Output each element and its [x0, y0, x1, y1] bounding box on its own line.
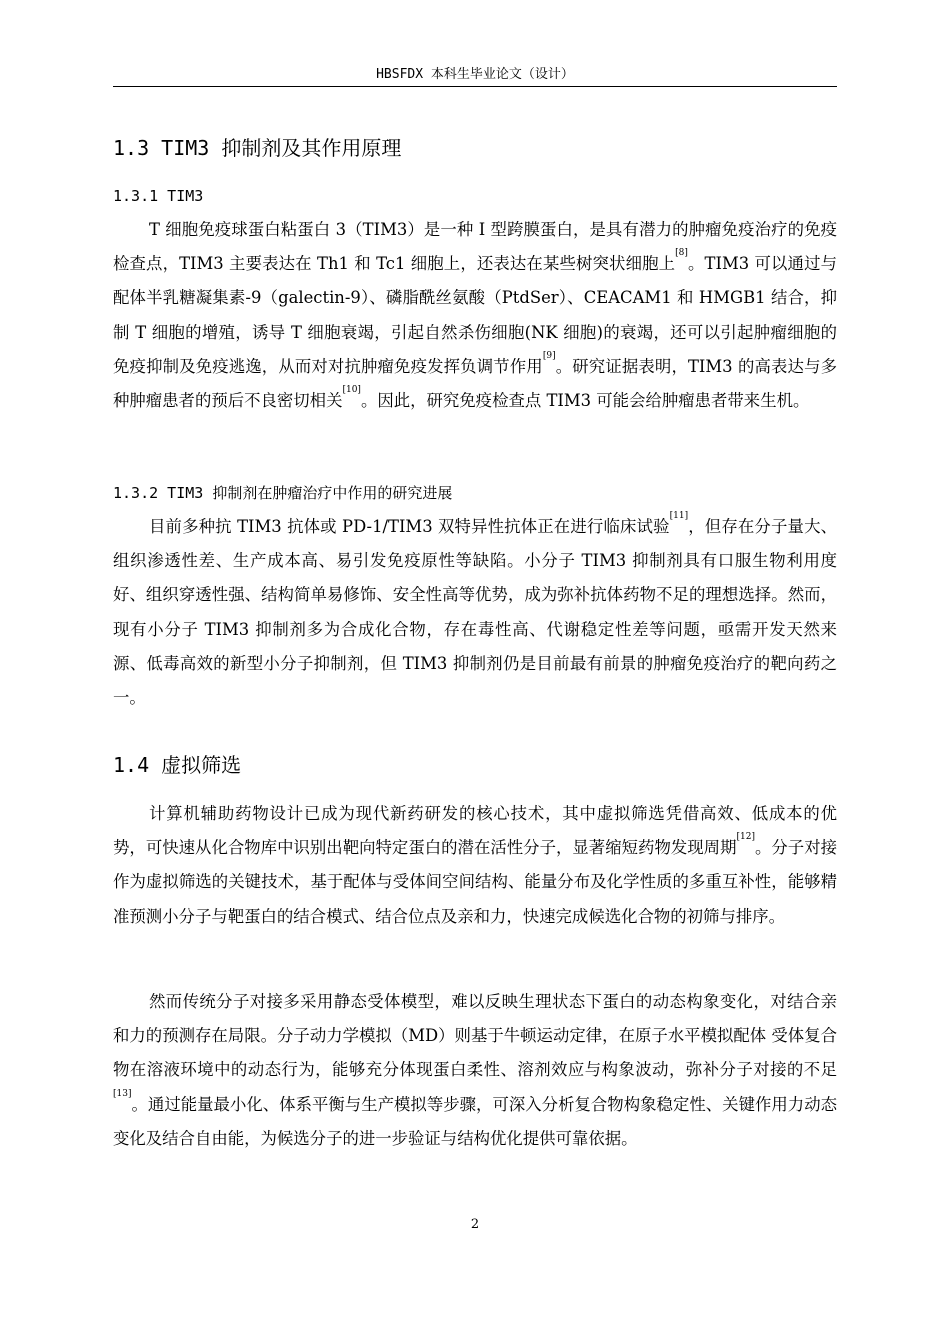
text-run: 。因此，研究免疫检查点 TIM3 可能会给肿瘤患者带来生机。: [360, 391, 810, 411]
citation: [12]: [736, 832, 755, 843]
text-run: 计算机辅助药物设计已成为现代新药研发的核心技术，其中虚拟筛选凭借高效、低成本的优势，可快速从化合物库中识别出靶向特定蛋白的潜在活性分子，显著缩短药物发现周期: [113, 804, 837, 858]
paragraph-1-4-a: [113, 797, 837, 934]
text-run: T 细胞免疫球蛋白粘蛋白 3（TIM3）是一种 I 型跨膜蛋白，是具有潜力的肿瘤免疫治疗的免疫检查点，TIM3 主要表达在 Th1 和 Tc1 细胞上，还表达在某些树突状细胞上: [113, 220, 837, 274]
citation: [11]: [669, 511, 689, 521]
citation: [10]: [342, 385, 361, 396]
text-run: 。通过能量最小化、体系平衡与生产模拟等步骤，可深入分析复合物构象稳定性、关键作用力动态变化及结合自由能，为候选分子的进一步验证与结构优化提供可靠依据。: [113, 1094, 837, 1148]
subsection-heading-1-3-2: 1.3.2 TIM3 抑制剂在肿瘤治疗中作用的研究进展: [113, 484, 453, 502]
citation: [9]: [542, 350, 556, 361]
page-number: 2: [470, 1217, 480, 1232]
paragraph-1-3-1: [113, 213, 837, 418]
text-run: 目前多种抗 TIM3 抗体或 PD-1/TIM3 双特异性抗体正在进行临床试验: [149, 517, 670, 536]
text-run: ，但存在分子量大、组织渗透性差、生产成本高、易引发免疫原性等缺陷。小分子 TIM3 抑制剂具有口服生物利用度好、组织穿透性强、结构简单易修饰、安全性高等优势，成为弥补抗体药物不足的理想选择。然而，现有小分子 TIM3 抑制剂多为合成化合物，存在毒性高、代谢稳定性差等问题，亟需开发天然来源、低毒高效的新型小分子抑制剂，但 TIM3 抑制剂仍是目前最有前景的肿瘤免疫治疗的靶向药之一。: [113, 517, 838, 708]
text-run: 。研究证据表明，TIM3 的高表达与多种肿瘤患者的预后不良密切相关: [113, 356, 838, 411]
paragraph-1-3-2: [113, 510, 837, 715]
section-heading-1-3: 1.3 TIM3 抑制剂及其作用原理: [113, 136, 402, 160]
text-run: 然而传统分子对接多采用静态受体模型，难以反映生理状态下蛋白的动态构象变化，对结合亲和力的预测存在局限。分子动力学模拟（MD）则基于牛顿运动定律，在原子水平模拟配体 受体复合物在溶液环境中的动态行为，能够充分体现蛋白柔性、溶剂效应与构象波动，弥补分子对接的不足: [113, 992, 837, 1080]
subsection-heading-1-3-1: 1.3.1 TIM3: [113, 187, 204, 205]
citation: [8]: [675, 248, 688, 259]
citation: [13]: [113, 1088, 132, 1099]
text-run: 。分子对接作为虚拟筛选的关键技术，基于配体与受体间空间结构、能量分布及化学性质的多重互补性，能够精准预测小分子与靶蛋白的结合模式、结合位点及亲和力，快速完成候选化合物的初筛与排序。: [113, 838, 838, 926]
paragraph-1-4-b: [113, 985, 837, 1156]
page-header: HBSFDX 本科生毕业论文（设计）: [113, 66, 837, 87]
text-run: 。TIM3 可以通过与配体半乳糖凝集素-9（galectin-9）、磷脂酰丝氨酸（PtdSer）、CEACAM1 和 HMGB1 结合，抑制 T 细胞的增殖，诱导 T 细胞衰竭，引起自然杀伤细胞(NK 细胞)的衰竭，还可以引起肿瘤细胞的免疫抑制及免疫逃逸，从而对对抗肿瘤免疫发挥负调节作用: [113, 254, 837, 376]
section-heading-1-4: 1.4 虚拟筛选: [113, 753, 242, 777]
